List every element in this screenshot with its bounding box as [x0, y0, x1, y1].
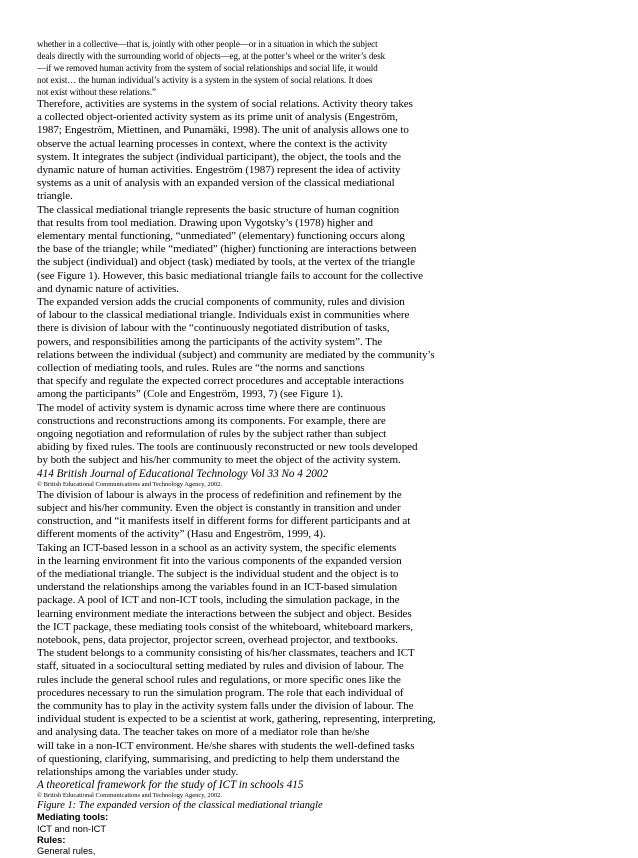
text-line: that results from tool mediation. Drawing upon Vygotsky’s (1978) higher and: [37, 216, 373, 229]
rules-value: General rules,: [37, 846, 96, 857]
page: [37, 38, 603, 858]
text-line: of the mediational triangle. The subject is the individual student and the object is to: [37, 567, 399, 580]
text-line: relations between the individual (subject) and community are mediated by the community’s: [37, 348, 435, 361]
text-line: abiding by fixed rules. The tools are continuously reconstructed or new tools developed: [37, 441, 418, 454]
text-line: the ICT package, these mediating tools consist of the whiteboard, whiteboard markers,: [37, 620, 413, 633]
text-line: The division of labour is always in the process of redefinition and refinement by the: [37, 488, 402, 501]
text-line: collection of mediating tools, and rules. Rules are “the norms and sanctions: [37, 362, 365, 375]
text-line: individual student is expected to be a scientist at work, gathering, representing, interpreting,: [37, 713, 436, 726]
text-line: package. A pool of ICT and non-ICT tools, including the simulation package, in the: [37, 594, 400, 607]
text-line: the community has to play in the activity system falls under the division of labour. The: [37, 699, 414, 712]
section-1: [37, 98, 603, 468]
text-line: procedures necessary to run the simulation program. The role that each individual of: [37, 686, 404, 699]
text-line: constructions and reconstructions among its components. For example, there are: [37, 414, 386, 427]
text-line: of labour to the classical mediational triangle. Individuals exist in communities where: [37, 309, 410, 322]
text-line: dynamic nature of human activities. Engeström (1987) represent the idea of activity: [37, 164, 401, 177]
text-line: in the learning environment fit into the various components of the expanded version: [37, 554, 402, 567]
text-line: rules include the general school rules and regulations, or more specific ones like the: [37, 673, 401, 686]
text-line: triangle.: [37, 190, 73, 203]
quote-block: [37, 38, 603, 98]
text-line: the base of the triangle; while “mediated” (higher) functioning are interactions between: [37, 243, 417, 256]
running-header-2: A theoretical framework for the study of ICT in schools 415: [37, 779, 304, 792]
text-line: The expanded version adds the crucial components of community, rules and division: [37, 296, 405, 309]
text-line: system. It integrates the subject (individual participant), the object, the tools and the: [37, 150, 401, 163]
text-line: construction, and “it manifests itself in different forms for different participants and at: [37, 515, 411, 528]
quote-line: not exist… the human individual’s activity is a system in the system of social relations. It does: [37, 75, 373, 85]
text-line: The student belongs to a community consisting of his/her classmates, teachers and ICT: [37, 647, 415, 660]
text-line: a collected object-oriented activity system as its prime unit of analysis (Engeström,: [37, 111, 398, 124]
text-line: relationships among the variables under study.: [37, 765, 239, 778]
text-line: and analysing data. The teacher takes on more of a mediator role than he/she: [37, 726, 370, 739]
text-line: different moments of the activity” (Hasu and Engeström, 1999, 4).: [37, 528, 326, 541]
text-line: that specify and regulate the expected correct procedures and acceptable interactions: [37, 375, 404, 388]
figure-labels: [37, 812, 603, 858]
text-line: observe the actual learning processes in context, where the context is the activity: [37, 137, 388, 150]
quote-line: —if we removed human activity from the system of social relationships and social life, it would: [37, 63, 378, 73]
text-line: understand the relationships among the variables found in an ICT-based simulation: [37, 581, 398, 594]
text-line: elementary mental functioning, “unmediated” (elementary) functioning occurs along: [37, 230, 405, 243]
rules-label: Rules:: [37, 834, 66, 845]
quote-line: not exist without these relations.”: [37, 87, 156, 97]
text-line: The classical mediational triangle represents the basic structure of human cognition: [37, 203, 400, 216]
text-line: among the participants” (Cole and Engeström, 1993, 7) (see Figure 1).: [37, 388, 343, 401]
text-line: Taking an ICT-based lesson in a school as an activity system, the specific elements: [37, 541, 397, 554]
quote-line: whether in a collective—that is, jointly with other people—or in a situation in which the subject: [37, 39, 378, 49]
text-line: notebook, pens, data projector, projector screen, overhead projector, and textbooks.: [37, 633, 398, 646]
text-line: (see Figure 1). However, this basic mediational triangle fails to account for the collective: [37, 269, 423, 282]
running-header-1: 414 British Journal of Educational Technology Vol 33 No 4 2002: [37, 467, 329, 480]
text-line: of questioning, clarifying, summarising, and predicting to help them understand the: [37, 752, 400, 765]
text-line: powers, and responsibilities among the participants of the activity system”. The: [37, 335, 383, 348]
text-line: there is division of labour with the “continuously negotiated distribution of tasks,: [37, 322, 390, 335]
quote-line: deals directly with the surrounding world of objects—eg, at the potter’s wheel or the writer’s desk: [37, 51, 386, 61]
text-line: will take in a non-ICT environment. He/she shares with students the well-defined tasks: [37, 739, 415, 752]
mediating-tools-label: Mediating tools:: [37, 812, 109, 823]
mediating-tools-value: ICT and non-ICT: [37, 823, 107, 834]
text-line: by both the subject and his/her community to meet the object of the activity system.: [37, 454, 401, 467]
text-line: staff, situated in a sociocultural setting mediated by rules and division of labour. The: [37, 660, 404, 673]
text-line: subject and his/her community. Even the object is constantly in transition and under: [37, 501, 401, 514]
text-line: the subject (individual) and object (task) mediated by tools, at the vertex of the triangle: [37, 256, 415, 269]
text-line: Therefore, activities are systems in the system of social relations. Activity theory takes: [37, 98, 413, 110]
copyright-1: © British Educational Communications and Technology Agency, 2002.: [37, 480, 223, 488]
text-line: 1987; Engeström, Miettinen, and Punamäki, 1998). The unit of analysis allows one to: [37, 124, 409, 137]
text-line: ongoing negotiation and reformulation of rules by the subject rather than subject: [37, 428, 387, 441]
text-line: The model of activity system is dynamic across time where there are continuous: [37, 401, 386, 414]
text-line: learning environment mediate the interactions between the subject and object. Besides: [37, 607, 412, 620]
copyright-2: © British Educational Communications and Technology Agency, 2002.: [37, 792, 223, 800]
text-line: systems as a unit of analysis with an expanded version of the classical mediational: [37, 177, 395, 190]
figure-caption: Figure 1: The expanded version of the classical mediational triangle: [37, 800, 323, 812]
section-2: [37, 489, 603, 779]
text-line: and dynamic nature of activities.: [37, 282, 179, 295]
